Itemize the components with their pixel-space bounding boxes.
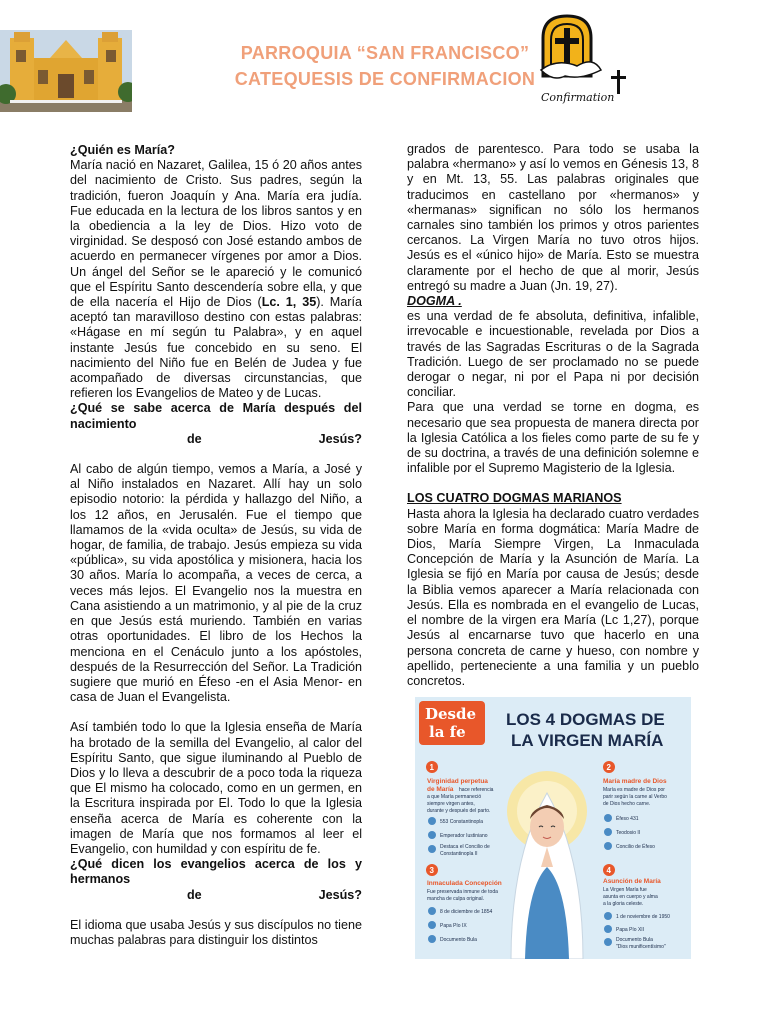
left-column [70,143,362,948]
paragraph-mary-birth-text: María nació en Nazaret, Galilea, 15 ó 20 años antes del nacimiento de Cristo. Sus padres, según la tradición, fueron Joaquín y Ana. María era judía. Fue educada en la lectura de los libros santos y en la obediencia a la ley de Dios. Hizo voto de virginidad. Se desposó con José estando ambos de acuerdo en permanecer vírgenes por amor a Dios. Un ángel del Señor se le apareció y le comunicó que el Espíritu Santo descendería sobre ella, y que de ella nacería el Hijo de Dios ( [70,158,362,310]
document-icon [428,935,436,943]
paragraph-four-dogmas: Hasta ahora la Iglesia ha declarado cuatro verdades sobre María en forma dogmática: María Madre de Dios, María Siempre Virgen, La Inmaculada Concepción de María y la Asunción de María. La Iglesia se fijó en María por causa de Jesús; desde la Biblia vemos aparecer a María relacionada con Jesús. Ella es nombrada en el evangelio de Lucas, el nombre de la virgen era María (Lc 1,27), porque Jesús al encarnarse tuvo que hacerlo en una persona concreta de carne y hueso, con nombre y apellido, perteneciente a una familia y un pueblo concretos. [407,506,699,688]
dogma-4-date: 1 de noviembre de 1950 [616,914,670,920]
dogma-2-desc-2: parir según la carne al Verbo [603,794,667,800]
dogma-1-desc-1: hace referencia [459,787,494,793]
paragraph-dogma-requirement: Para que una verdad se torne en dogma, es necesario que sea propuesta de manera directa por la Iglesia Católica a los fieles como parte de su fe y de su doctrina, a través de una definición solemne e infalible por el Supremo Magisterio de la Iglesia. [407,400,699,476]
paragraph-mary-birth [70,158,362,401]
dogma-4-number-text: 4 [606,866,611,875]
badge-line1: Desde [425,705,477,723]
dogmas-infographic [415,697,691,959]
dogma-heading: DOGMA . [407,294,462,309]
location-icon [428,817,436,825]
dogma-3-person: Papa Pío IX [440,923,467,929]
person-icon [604,925,612,933]
document-icon [604,842,612,850]
dogma-1-title-2: de María [427,786,454,793]
location-icon [604,814,612,822]
dogma-4-desc-2: asunta en cuerpo y alma [603,894,658,900]
dogma-1-desc-4: durante y después del parto. [427,808,491,814]
dogma-1-number-text: 1 [429,763,434,772]
dogma-1-person: Emperador Iustiniano [440,833,488,839]
question-who-is-mary: ¿Quién es María? [70,143,175,157]
dogma-1-doc-2: Constantinopla II [440,851,478,857]
paragraph-language: El idioma que usaba Jesús y sus discípulos no tiene muchas palabras para distinguir los distintos [70,917,362,947]
paragraph-mary-birth-text-2: ). María aceptó tan maravilloso destino con estas palabras: «Hágase en mí según tu Palabra», y en aquel instante Jesús fue concebido en su seno. El nacimiento del Niño fue en Belén de Judea y fue acompañado de diversas circunstancias, que refieren los Evangelios de Mateo y de Lucas. [70,295,362,401]
dogma-4-doc: Documento Bula [616,937,653,943]
confirmation-caption: Confirmation [541,91,615,104]
header-catechesis-title: CATEQUESIS DE CONFIRMACION [234,69,536,89]
paragraph-kinship: grados de parentesco. Para todo se usaba la palabra «hermano» y así lo vemos en Génesis 13, 8 y en Mt. 13, 55. Las palabras originales que traducimos en castellano por «hermanos» y «hermanas» significan no sólo los hermanos carnales sino también los primos y otros parientes cercanos. La Virgen María no tuvo otros hijos. Jesús es el «único hijo» de María. Esto se muestra claramente por el hecho de que al morir, Jesús entregó su madre a Juan (Jn. 19, 27). [407,142,699,293]
question-brothers: ¿Qué dicen los evangelios acerca de los y hermanos [70,857,362,887]
dogma-3-desc-1: Fue preservada inmune de toda [427,889,498,895]
question-after-birth: ¿Qué se sabe acerca de María después del nacimiento [70,401,362,431]
dogma-2-doc: Concilio de Éfeso [616,844,655,850]
question-brothers-end [70,888,362,903]
dogma-4-person: Papa Pío XII [616,927,645,933]
dogma-2-number-text: 2 [606,763,611,772]
dogma-1-desc-3: siempre virgen antes, [427,801,475,807]
dogma-4-doc-2: "Dios munificentísimo" [616,944,666,950]
calendar-icon [604,912,612,920]
badge-line2: la fe [429,723,466,741]
paragraph-hidden-life: Al cabo de algún tiempo, vemos a María, a José y al Niño instalados en Nazaret. Allí hay un solo episodio notorio: la pérdida y hallazgo del Niño, a los 12 años, en Jerusalén. Fue el tiempo que llamamos de la «vida oculta» de Jesús, su vida de hogar, de familia, de trabajo. Jesús empieza su vida «pública», su vida apostólica y misionera, hacia los 30 años. María lo acompaña, a veces de cerca, a veces más lejos. El Evangelio nos la muestra en Cana asistiendo a un matrimonio, y al pie de la cruz en que Jesús está muriendo. También en varias otras oportunidades. El libro de los Hechos la menciona en el Cenáculo junto a los apóstoles, después de la Resurrección del Señor. La Tradición sugiere que murió en Éfeso -en el Asia Menor- en casa de Juan el Evangelista. [70,462,362,705]
dogma-2-person: Teodosio II [616,830,641,836]
dogma-4-desc-3: a la gloria celeste. [603,901,644,907]
dogma-1-title: Virginidad perpetua [427,778,488,785]
document-icon [428,845,436,853]
infographic-title-line2: LA VIRGEN MARÍA [511,731,664,750]
dogma-3-number-text: 3 [429,866,434,875]
calendar-icon [428,907,436,915]
dogma-3-desc-2: mancha de culpa original. [427,896,484,902]
paragraph-dogma-definition: es una verdad de fe absoluta, definitiva, infalible, irrevocable e incuestionable, revelada por Dios a través de las Sagradas Escrituras o de la Sagrada Tradición. Luego de ser proclamado no se puede derogar o negar, ni por el Papa ni por decisión conciliar. [407,309,699,400]
dogma-2-title: María madre de Dios [603,778,667,785]
page-header [200,40,570,92]
infographic-title-line1: LOS 4 DOGMAS DE [506,710,665,729]
church-photo [0,30,132,112]
question-brothers-de: de [186,887,202,902]
dogma-2-desc-1: María es madre de Dios por [603,787,665,793]
header-parish-title: PARROQUIA “SAN FRANCISCO” [240,43,530,63]
question-after-birth-de: de [186,431,202,446]
dogma-2-desc-3: de Dios hecho carne. [603,801,651,807]
document-icon [604,938,612,946]
dogma-4-title: Asunción de María [603,878,661,885]
dogma-1-doc: Destaca el Concilio de [440,844,490,850]
person-icon [428,831,436,839]
four-dogmas-heading: LOS CUATRO DOGMAS MARIANOS [407,491,622,506]
dogma-3-doc: Documento Bula [440,937,477,943]
scripture-reference: Lc. 1, 35 [261,295,317,310]
question-after-birth-jesus: Jesús? [318,431,362,446]
question-brothers-jesus: Jesús? [318,887,362,902]
person-icon [428,921,436,929]
dogma-3-date: 8 de diciembre de 1854 [440,909,493,915]
dogma-4-desc-1: La Virgen María fue [603,887,647,893]
right-column [407,142,699,689]
dogma-1-place: 553 Constantinopla [440,819,484,825]
dogma-3-title: Inmaculada Concepción [427,880,502,887]
dogma-1-desc-2: a que María permaneció [427,794,482,800]
confirmation-logo [537,12,647,104]
paragraph-church-teaching: Así también todo lo que la Iglesia enseña de María ha brotado de la semilla del Evangelio, al calor del Espíritu Santo, que sigue iluminando al Pueblo de Dios y lo lleva a descubrir de a poco toda la riqueza que El mismo ha colocado, como en un germen, en la Escritura inspirada por El. Todo lo que la Iglesia enseña acerca de María es coherente con la imagen de María que nos formamos al leer el Evangelio, con humildad y con espíritu de fe. [70,720,362,856]
dogma-2-place: Éfeso 431 [616,816,639,822]
person-icon [604,828,612,836]
question-after-birth-end [70,432,362,447]
